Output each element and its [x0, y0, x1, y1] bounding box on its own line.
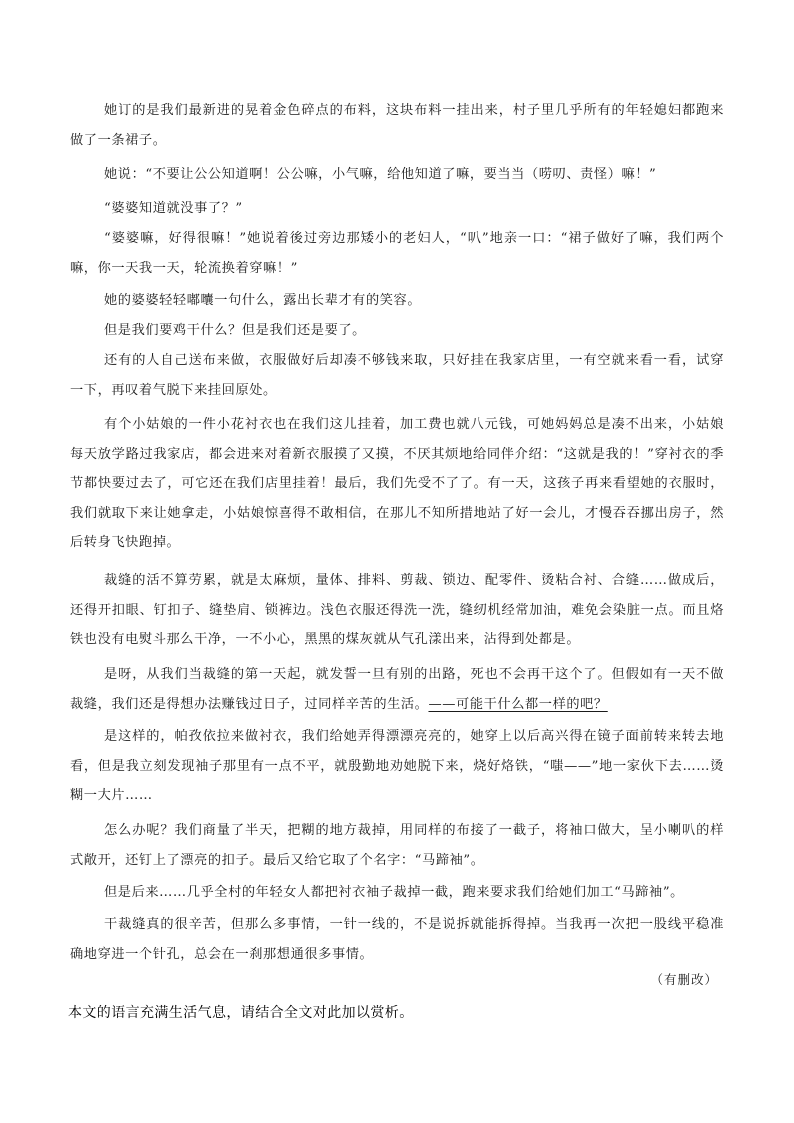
paragraph-8-text: 有个小姑娘的一件小花衬衣也在我们这儿挂着，加工费也就八元钱，可她妈妈总是凑不出来，小姑娘每天放学路过我家店，都会进来对着新衣服摸了又摸，不厌其烦地给同伴介绍：“这就是我的！”穿衬衣的季节都快要过去了，可它还在我们店里挂着！最后，我们先受不了了。有一天，这孩子再来看望她的衣服时，我们就取下来让她拿走，小姑娘惊喜得不敢相信，在那儿不知所措地站了好一会儿，才慢吞吞挪出房子，然后转身飞快跑掉。 [70, 417, 724, 550]
paragraph-10 [70, 660, 724, 719]
paragraph-2-text: 她说：“不要让公公知道啊！公公嘛，小气嘛，给他知道了嘛，要当当（唠叨、责怪）嘛！” [104, 167, 657, 182]
paragraph-3-text: “婆婆知道就没事了？” [104, 201, 243, 216]
paragraph-14 [70, 910, 724, 969]
paragraph-13-text: 但是后来……几乎全村的年轻女人都把衬衣袖子裁掉一截，跑来要求我们给她们加工“马蹄袖”。 [104, 885, 684, 900]
paragraph-6 [70, 316, 724, 346]
paragraph-12-text: 怎么办呢？我们商量了半天，把糊的地方裁掉，用同样的布接了一截子，将袖口做大，呈小喇叭的样式敞开，还钉上了漂亮的扣子。最后又给它取了个名字：“马蹄袖”。 [70, 823, 724, 868]
paragraph-4 [70, 224, 724, 283]
paragraph-3 [70, 194, 724, 224]
paragraph-2 [70, 160, 724, 190]
paragraph-7-text: 还有的人自己送布来做，衣服做好后却凑不够钱来取，只好挂在我家店里，一有空就来看一看，试穿一下，再叹着气脱下来挂回原处。 [70, 353, 724, 398]
question-text: 本文的语言充满生活气息，请结合全文对此加以赏析。 [68, 1005, 414, 1021]
paragraph-5-text: 她的婆婆轻轻嘟囔一句什么，露出长辈才有的笑容。 [104, 293, 422, 308]
paragraph-1 [70, 96, 724, 155]
paragraph-5 [70, 286, 724, 316]
underlined-sentence: ——可能干什么都一样的吧？ [428, 696, 608, 712]
paragraph-10-text: 是呀，从我们当裁缝的第一天起，就发誓一旦有别的出路，死也不会再干这个了。但假如有一天不做裁缝，我们还是得想办法赚钱过日子，过同样辛苦的生活。 [70, 667, 724, 712]
paragraph-14-text: 干裁缝真的很辛苦，但那么多事情，一针一线的，不是说拆就能拆得掉。当我再一次把一股线平稳准确地穿进一个针孔，总会在一刹那想通很多事情。 [70, 917, 724, 962]
paragraph-6-text: 但是我们要鸡干什么？但是我们还是要了。 [104, 323, 366, 338]
source-note: （有删改） [650, 972, 718, 987]
paragraph-12 [70, 816, 724, 875]
paragraph-9 [70, 566, 724, 655]
paragraph-11-text: 是这样的，帕孜依拉来做衬衣，我们给她弄得漂漂亮亮的，她穿上以后高兴得在镜子面前转来转去地看，但是我立刻发现袖子那里有一点不平，就殷勤地劝她脱下来，烧好烙铁，“嗤——”地一家伙下去……烫糊一大片…… [70, 729, 724, 803]
paragraph-1-text: 她订的是我们最新进的晃着金色碎点的布料，这块布料一挂出来，村子里几乎所有的年轻媳妇都跑来做了一条裙子。 [70, 103, 724, 148]
paragraph-13 [70, 878, 724, 908]
paragraph-9-text: 裁缝的活不算劳累，就是太麻烦，量体、排料、剪裁、锁边、配零件、烫粘合衬、合缝……做成后，还得开扣眼、钉扣子、缝垫肩、锁裤边。浅色衣服还得洗一洗，缝纫机经常加油，难免会染脏一点。而且烙铁也没有电熨斗那么干净，一不小心，黑黑的煤灰就从气孔漾出来，沾得到处都是。 [70, 573, 724, 647]
paragraph-11 [70, 722, 724, 811]
paragraph-4-text: “婆婆嘛，好得很嘛！”她说着後过旁边那矮小的老妇人，“叭”地亲一口：“裙子做好了嘛，我们两个嘛，你一天我一天，轮流换着穿嘛！” [70, 231, 724, 276]
paragraph-7 [70, 346, 724, 405]
paragraph-8 [70, 410, 724, 558]
